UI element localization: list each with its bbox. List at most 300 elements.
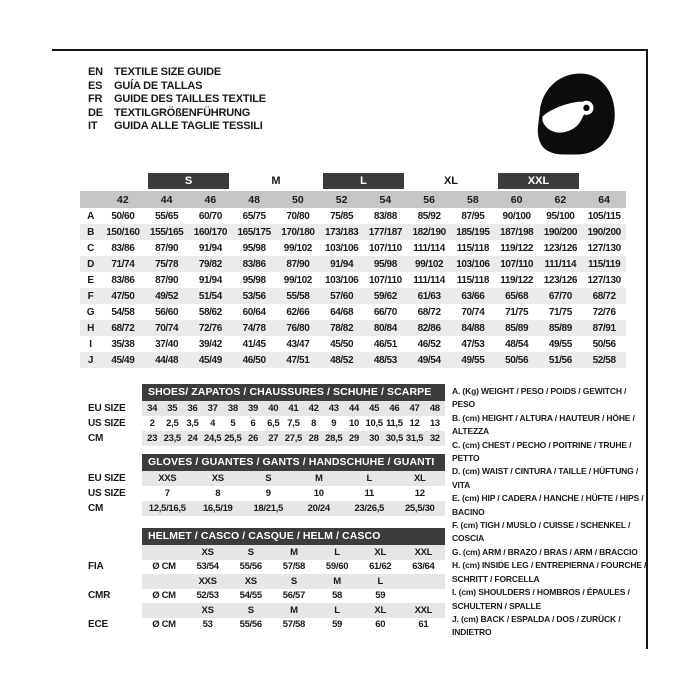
size-column-header: XS <box>186 603 229 618</box>
size-value-cell: 160/170 <box>189 224 233 240</box>
size-value-cell: 99/102 <box>283 274 312 286</box>
section-header-row <box>80 384 445 401</box>
size-value-cell: 2,5 <box>166 418 179 429</box>
size-value-cell: 53/54 <box>196 561 219 573</box>
size-value-cell: 185/195 <box>451 224 495 240</box>
size-value-cell: 36 <box>182 401 202 416</box>
size-value-cell: 83/86 <box>232 256 276 272</box>
size-value-cell: 29 <box>344 431 364 446</box>
size-value-cell: 47 <box>404 401 424 416</box>
size-value-cell: 59 <box>375 590 386 602</box>
size-value-cell: 38 <box>223 401 243 416</box>
size-value-cell: 50/56 <box>592 338 616 350</box>
legend-item: I. (cm) SHOULDERS / HOMBROS / ÉPAULES / SCHULTERN / SPALLE <box>452 587 630 611</box>
size-value-cell: 63/64 <box>412 561 435 573</box>
size-value-cell: 12 <box>409 418 420 429</box>
size-value-cell: 60 <box>375 619 386 631</box>
size-value-cell: 107/110 <box>368 274 402 286</box>
spacer-cell <box>80 545 142 560</box>
size-column-header: S <box>229 545 272 560</box>
size-value-cell: 16,5/19 <box>193 501 244 516</box>
size-value-cell: 11,5 <box>385 418 403 429</box>
size-value-cell: 49/52 <box>145 288 189 304</box>
language-row <box>88 66 266 80</box>
size-value-cell: 68/72 <box>101 320 145 336</box>
size-value-cell: 182/190 <box>407 224 451 240</box>
size-value-cell: 63/66 <box>451 288 495 304</box>
table-row <box>80 320 626 336</box>
size-value-cell: 9 <box>331 418 337 429</box>
size-column-header: XXS <box>186 574 229 589</box>
size-value-cell: 74/78 <box>232 320 276 336</box>
size-value-cell: 49/55 <box>451 352 495 368</box>
row-label: I <box>89 338 92 350</box>
size-column-header: 52 <box>320 191 364 208</box>
row-label: D <box>80 256 101 272</box>
size-value-cell: 27,5 <box>284 433 303 444</box>
section-title: GLOVES / GUANTES / GANTS / HANDSCHUHE / GUANTI <box>142 454 445 471</box>
size-value-cell: 9 <box>265 488 271 499</box>
size-value-cell: 103/106 <box>451 256 495 272</box>
size-value-cell: 78/82 <box>320 320 364 336</box>
size-value-cell: 95/98 <box>242 274 266 286</box>
row-label: F <box>80 288 101 304</box>
size-value-cell: 71/74 <box>101 256 145 272</box>
language-row <box>88 107 266 121</box>
size-value-cell: 58 <box>332 590 343 602</box>
size-value-cell: 127/130 <box>587 242 621 254</box>
size-group-label: XXL <box>498 173 580 189</box>
size-value-cell: 55/58 <box>276 288 320 304</box>
size-value-cell: 190/200 <box>539 224 583 240</box>
size-value-cell: 57/58 <box>282 619 306 631</box>
unit-label: Ø CM <box>152 590 176 602</box>
unit-label: Ø CM <box>152 619 176 631</box>
size-value-cell: 52/58 <box>582 352 626 368</box>
size-value-cell: 71/75 <box>548 306 572 318</box>
gloves-size-table <box>80 454 445 516</box>
size-value-cell: 82/86 <box>407 320 451 336</box>
size-value-cell: 35 <box>162 401 182 416</box>
size-column-header: 60 <box>495 191 539 208</box>
size-value-cell: 39 <box>243 401 263 416</box>
size-column-header: L <box>359 574 402 589</box>
table-row <box>80 416 445 431</box>
size-value-cell: 80/84 <box>364 320 408 336</box>
size-value-cell: 87/95 <box>461 210 485 222</box>
size-value-cell: 105/115 <box>587 210 621 222</box>
size-value-cell: 57/60 <box>320 288 364 304</box>
size-value-cell: 83/88 <box>373 210 397 222</box>
row-label: US SIZE <box>88 418 126 429</box>
row-label: H <box>80 320 101 336</box>
size-value-cell: 70/74 <box>145 320 189 336</box>
size-column-header: S <box>272 574 315 589</box>
size-value-cell: 43/47 <box>286 338 310 350</box>
size-value-cell: 48 <box>425 401 445 416</box>
size-group-cell <box>320 171 408 191</box>
size-value-cell: 59 <box>332 619 343 631</box>
size-value-cell: 85/92 <box>417 210 441 222</box>
size-value-cell: 177/187 <box>364 224 408 240</box>
size-value-cell: 107/110 <box>495 256 539 272</box>
size-value-cell: 45/49 <box>189 352 233 368</box>
size-column-header: 56 <box>407 191 451 208</box>
size-column-header: M <box>272 603 315 618</box>
size-value-cell: 127/130 <box>587 274 621 286</box>
size-value-cell: 50/56 <box>495 352 539 368</box>
table-row <box>80 401 445 416</box>
guide-title: GUIDA ALLE TAGLIE TESSILI <box>114 120 263 132</box>
size-value-cell: 91/94 <box>320 256 364 272</box>
size-value-cell: 48/52 <box>320 352 364 368</box>
size-value-cell: 13 <box>429 418 440 429</box>
size-value-cell: 41/45 <box>242 338 266 350</box>
size-value-cell: 44/48 <box>145 352 189 368</box>
size-value-cell: 170/180 <box>276 224 320 240</box>
size-value-cell: 3,5 <box>186 418 199 429</box>
guide-title: TEXTILE SIZE GUIDE <box>114 66 222 78</box>
size-value-cell: 83/86 <box>111 242 135 254</box>
size-column-header: XL <box>359 603 402 618</box>
empty-cell <box>101 171 145 191</box>
size-value-cell: 34 <box>142 401 162 416</box>
spacer-cell <box>80 454 142 471</box>
section-title-cell <box>142 528 445 545</box>
size-value-cell: 8 <box>311 418 317 429</box>
size-value-cell: XL <box>395 471 446 486</box>
size-column-header: L <box>315 603 358 618</box>
size-value-cell: 6 <box>250 418 256 429</box>
size-column-header: 58 <box>451 191 495 208</box>
size-value-cell: 18/21,5 <box>243 501 294 516</box>
row-label: US SIZE <box>88 488 126 499</box>
size-value-cell: 76/80 <box>276 320 320 336</box>
row-label: CM <box>88 503 104 514</box>
size-value-cell: 173/183 <box>320 224 364 240</box>
guide-title: TEXTILGRÖßENFÜHRUNG <box>114 106 251 119</box>
table-row <box>80 471 445 486</box>
size-value-cell: 45/49 <box>101 352 145 368</box>
size-value-cell: 44 <box>344 401 364 416</box>
size-value-cell: 23 <box>142 431 162 446</box>
legend-item: F. (cm) TIGH / MUSLO / CUISSE / SCHENKEL / COSCIA <box>452 520 631 544</box>
section-title-cell <box>142 454 445 471</box>
size-value-cell: 67/70 <box>539 288 583 304</box>
size-value-cell: 23,5 <box>163 433 181 444</box>
size-value-cell: 46 <box>384 401 404 416</box>
size-column-header: L <box>315 545 358 560</box>
size-value-cell: 61/63 <box>407 288 451 304</box>
size-value-cell: 107/110 <box>368 242 402 254</box>
size-value-cell: 85/89 <box>539 320 583 336</box>
size-value-cell: 31,5 <box>405 433 424 444</box>
size-column-header: 44 <box>145 191 189 208</box>
size-group-cell <box>495 171 583 191</box>
size-column-header: 54 <box>364 191 408 208</box>
size-value-cell: 47/50 <box>101 288 145 304</box>
size-column-header: 46 <box>189 191 233 208</box>
size-value-cell: 66/70 <box>373 306 397 318</box>
legend-item: A. (Kg) WEIGHT / PESO / POIDS / GEWITCH / PESO <box>452 386 627 410</box>
size-value-cell: 40 <box>263 401 283 416</box>
size-value-cell: 60/70 <box>198 210 222 222</box>
table-row <box>80 288 626 304</box>
size-value-cell: L <box>344 471 395 486</box>
size-value-cell: 28,5 <box>325 433 343 444</box>
size-group-label: XL <box>443 175 459 187</box>
language-code: EN <box>88 66 103 78</box>
size-group-cell <box>407 171 495 191</box>
size-value-cell: 10,5 <box>365 418 383 429</box>
table-row <box>80 240 626 256</box>
size-value-cell: 150/160 <box>101 224 145 240</box>
size-value-cell: 23/26,5 <box>344 501 395 516</box>
suit-size-table <box>80 171 626 368</box>
size-value-cell: 49/55 <box>548 338 572 350</box>
size-value-cell: 7 <box>164 488 170 499</box>
size-value-cell: 103/106 <box>324 242 359 254</box>
size-value-cell: 4 <box>210 418 216 429</box>
size-value-cell: 91/94 <box>198 274 222 286</box>
size-value-cell: 30 <box>364 431 384 446</box>
size-value-cell: 155/165 <box>145 224 189 240</box>
size-value-cell: 190/200 <box>582 224 626 240</box>
language-code: DE <box>88 106 103 119</box>
helmet-size-table <box>80 528 445 632</box>
size-value-cell: 27 <box>263 431 283 446</box>
size-value-cell: 32 <box>425 431 445 446</box>
size-column-header: XL <box>359 545 402 560</box>
section-title-cell <box>142 384 445 401</box>
size-value-cell: 95/98 <box>242 242 266 254</box>
size-value-cell: 57/58 <box>282 561 306 573</box>
legend-item: H. (cm) INSIDE LEG / ENTREPIERNA / FOURCHE / SCHRITT / FORCELLA <box>452 560 647 584</box>
language-row <box>88 80 266 94</box>
section-title: SHOES/ ZAPATOS / CHAUSSURES / SCHUHE / SCARPE <box>142 384 445 401</box>
empty-cell <box>582 171 626 191</box>
size-value-cell: 70/74 <box>461 306 485 318</box>
row-label: EU SIZE <box>88 473 126 484</box>
table-row <box>80 589 445 604</box>
size-value-cell: 54/55 <box>239 590 262 602</box>
legend-item: D. (cm) WAIST / CINTURA / TAILLE / HÜFTUNG / VITA <box>452 466 639 490</box>
size-value-cell: 90/100 <box>502 210 531 222</box>
legend-item: B. (cm) HEIGHT / ALTURA / HAUTEUR / HÖHE / ALTEZZA <box>452 412 635 437</box>
size-group-label: M <box>271 175 281 187</box>
size-value-cell: 47/51 <box>276 352 320 368</box>
language-row <box>88 93 266 107</box>
size-group-row <box>80 171 626 191</box>
size-column-header: 48 <box>232 191 276 208</box>
size-value-cell: 115/118 <box>456 274 489 286</box>
empty-cell <box>142 574 186 589</box>
helmet-sizes-row <box>80 603 445 618</box>
table-row <box>80 560 445 575</box>
language-code: IT <box>88 120 98 132</box>
size-value-cell: 111/114 <box>413 242 445 254</box>
table-row <box>80 256 626 272</box>
size-value-cell: 62/66 <box>286 306 310 318</box>
size-value-cell: 85/89 <box>495 320 539 336</box>
size-value-cell: 48/54 <box>505 338 529 350</box>
row-label: C <box>87 242 94 254</box>
size-value-cell: 111/114 <box>413 274 445 286</box>
table-row <box>80 304 626 320</box>
size-value-cell: 119/122 <box>500 242 534 254</box>
size-value-cell: 64/68 <box>330 306 354 318</box>
measurement-legend <box>452 385 648 640</box>
size-value-cell: 56/57 <box>282 590 306 602</box>
row-label: J <box>80 352 101 368</box>
legend-item: J. (cm) BACK / ESPALDA / DOS / ZURÜCK / INDIETRO <box>452 613 621 638</box>
legend-item: G. (cm) ARM / BRAZO / BRAS / ARM / BRACCIO <box>452 546 638 557</box>
size-value-cell: XS <box>193 471 244 486</box>
size-value-cell: 53 <box>202 619 213 631</box>
size-value-cell: 87/90 <box>155 274 179 286</box>
size-group-label: S <box>148 173 230 189</box>
size-value-cell: 12,5/16,5 <box>142 501 193 516</box>
size-value-cell: 95/100 <box>546 210 575 222</box>
racing-helmet-icon <box>531 70 619 158</box>
size-column-header: S <box>229 603 272 618</box>
size-value-cell <box>402 589 445 604</box>
size-value-cell: 24 <box>182 431 202 446</box>
size-column-header: XS <box>186 545 229 560</box>
size-value-cell: 46/52 <box>417 338 441 350</box>
size-value-cell: 123/126 <box>543 274 578 286</box>
spacer-cell <box>80 384 142 401</box>
size-group-label: L <box>323 173 405 189</box>
row-label: CMR <box>88 590 111 602</box>
size-value-cell: 42 <box>304 401 324 416</box>
size-value-cell: 79/82 <box>189 256 233 272</box>
size-value-cell: 83/86 <box>111 274 135 286</box>
size-value-cell: 59/60 <box>325 561 349 573</box>
size-value-cell: 6,5 <box>267 418 280 429</box>
size-value-cell: 30,5 <box>385 433 403 444</box>
size-value-cell: 55/56 <box>239 561 262 573</box>
table-row <box>80 224 626 240</box>
size-value-cell: 45/50 <box>330 338 354 350</box>
table-row <box>80 486 445 501</box>
size-value-cell: 51/56 <box>539 352 583 368</box>
size-value-cell: XXS <box>142 471 193 486</box>
size-value-cell: 7,5 <box>287 418 300 429</box>
size-column-header <box>402 574 445 589</box>
size-value-cell: 187/198 <box>495 224 539 240</box>
size-value-cell: 55/65 <box>155 210 179 222</box>
size-value-cell: 37 <box>203 401 223 416</box>
size-value-cell: 48/53 <box>364 352 408 368</box>
size-value-cell: 58/62 <box>198 306 222 318</box>
empty-cell <box>142 545 186 560</box>
size-value-cell: M <box>294 471 345 486</box>
size-value-cell: 91/94 <box>198 242 222 254</box>
language-row <box>88 120 266 134</box>
size-value-cell: 123/126 <box>543 242 578 254</box>
helmet-sizes-row <box>80 545 445 560</box>
size-value-cell: 49/54 <box>407 352 451 368</box>
language-code: FR <box>88 93 103 105</box>
size-value-cell: 35/38 <box>111 338 135 350</box>
size-value-cell: 72/76 <box>592 306 616 318</box>
size-value-cell: 54/58 <box>111 306 135 318</box>
table-row <box>80 431 445 446</box>
row-label: ECE <box>88 619 108 631</box>
size-value-cell: 119/122 <box>500 274 534 286</box>
table-row <box>80 336 626 352</box>
size-column-header: M <box>272 545 315 560</box>
size-value-cell: 71/75 <box>505 306 529 318</box>
size-value-cell: 25,5 <box>224 433 242 444</box>
size-value-cell: 87/91 <box>582 320 626 336</box>
row-label: CM <box>88 433 104 444</box>
size-value-cell: 26 <box>243 431 263 446</box>
table-row <box>80 272 626 288</box>
size-value-cell: 99/102 <box>283 242 312 254</box>
size-value-cell: 111/114 <box>539 256 583 272</box>
shoes-size-table <box>80 384 445 446</box>
size-column-header: 50 <box>276 191 320 208</box>
section-title: HELMET / CASCO / CASQUE / HELM / CASCO <box>142 528 445 545</box>
size-column-header: XXL <box>402 545 445 560</box>
table-row <box>80 352 626 368</box>
size-value-cell: 47/53 <box>461 338 485 350</box>
size-value-cell: 68/72 <box>417 306 441 318</box>
size-value-cell: 84/88 <box>451 320 495 336</box>
size-value-cell: 60/64 <box>242 306 266 318</box>
size-value-cell: 53/56 <box>232 288 276 304</box>
size-value-cell: 25,5/30 <box>395 501 446 516</box>
size-value-cell: 8 <box>215 488 221 499</box>
legend-item: E. (cm) HIP / CADERA / HANCHE / HÜFTE / HIPS / BACINO <box>452 493 644 517</box>
helmet-sizes-row <box>80 574 445 589</box>
guide-title: GUÍA DE TALLAS <box>114 79 203 92</box>
size-value-cell: 75/78 <box>145 256 189 272</box>
size-value-cell: 99/102 <box>407 256 451 272</box>
size-column-header: XXL <box>402 603 445 618</box>
size-value-cell: 41 <box>283 401 303 416</box>
table-row <box>80 208 626 224</box>
size-value-cell: 43 <box>324 401 344 416</box>
size-column-header: 62 <box>539 191 583 208</box>
row-label: E <box>87 274 94 286</box>
size-value-cell: 24,5 <box>204 433 222 444</box>
size-value-cell: 103/106 <box>324 274 359 286</box>
size-value-cell: 28 <box>304 431 324 446</box>
size-value-cell: 115/119 <box>582 256 626 272</box>
size-value-cell: 52/53 <box>196 590 219 602</box>
spacer-cell <box>80 603 142 618</box>
size-value-cell: 46/50 <box>232 352 276 368</box>
table-row <box>80 618 445 633</box>
guide-title: GUIDE DES TAILLES TEXTILE <box>114 93 266 105</box>
size-column-header: 42 <box>101 191 145 208</box>
size-value-cell: 72/76 <box>189 320 233 336</box>
size-value-cell: 37/40 <box>155 338 179 350</box>
size-value-cell: 115/118 <box>456 242 489 254</box>
row-label: A <box>87 210 94 222</box>
empty-cell <box>142 603 186 618</box>
spacer-cell <box>80 574 142 589</box>
size-value-cell: 2 <box>149 418 155 429</box>
size-value-cell: 50/60 <box>111 210 135 222</box>
row-label: G <box>86 306 95 318</box>
size-value-cell: 61 <box>418 619 429 631</box>
size-value-cell: 55/56 <box>239 619 262 631</box>
size-value-cell: 165/175 <box>232 224 276 240</box>
